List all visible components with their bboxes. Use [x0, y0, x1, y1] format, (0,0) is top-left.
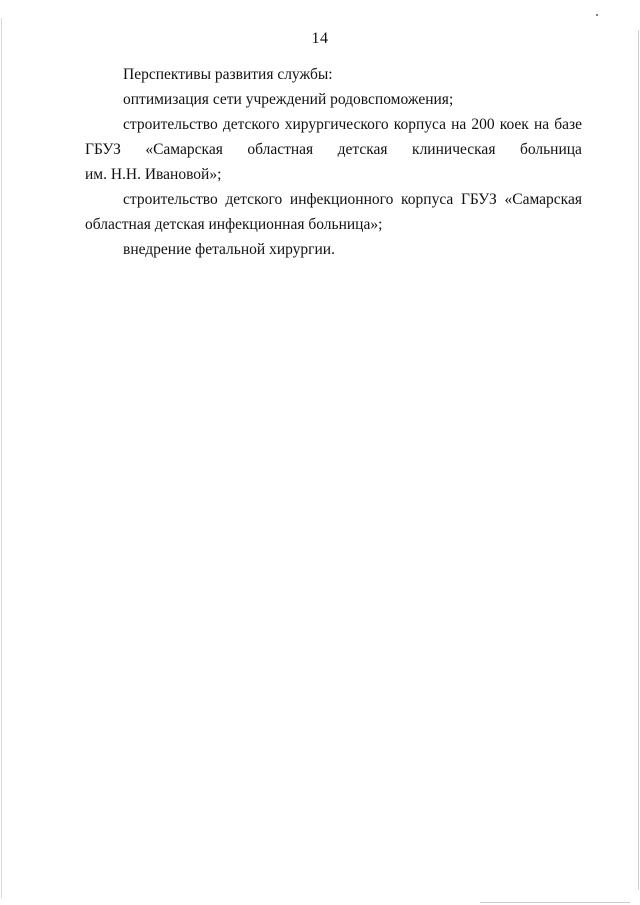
list-item-3	[85, 187, 582, 237]
document-body	[85, 62, 582, 262]
scan-speck	[596, 14, 598, 16]
list-item-3-line-1-text: строительство детского инфекционного корпуса ГБУЗ «Самарская	[123, 191, 582, 208]
list-item-2	[85, 112, 582, 187]
word: детская	[337, 141, 388, 158]
list-item-3-line-1	[85, 187, 582, 212]
scan-edge-left	[1, 18, 2, 898]
word: ГБУЗ	[85, 141, 121, 158]
list-item-3-line-2: областная детская инфекционная больница»;	[85, 216, 383, 233]
word: больница	[519, 141, 582, 158]
section-heading: Перспективы развития службы:	[123, 66, 333, 83]
word: «Самарская	[145, 141, 223, 158]
list-item-2-line-1	[85, 112, 582, 137]
word: областная	[247, 141, 314, 158]
page-number: 14	[311, 30, 329, 47]
list-item-2-line-2	[85, 137, 582, 162]
list-item-4: внедрение фетальной хирургии.	[123, 241, 335, 258]
list-item-2-line-1-text: строительство детского хирургического корпуса на 200 коек на базе	[123, 116, 582, 133]
scan-edge-bottom	[480, 902, 630, 903]
list-item-2-line-3: им. Н.Н. Ивановой»;	[85, 166, 222, 183]
list-item-1: оптимизация сети учреждений родовспоможения;	[123, 91, 454, 108]
word: клиническая	[412, 141, 496, 158]
scan-edge-right	[638, 30, 639, 890]
